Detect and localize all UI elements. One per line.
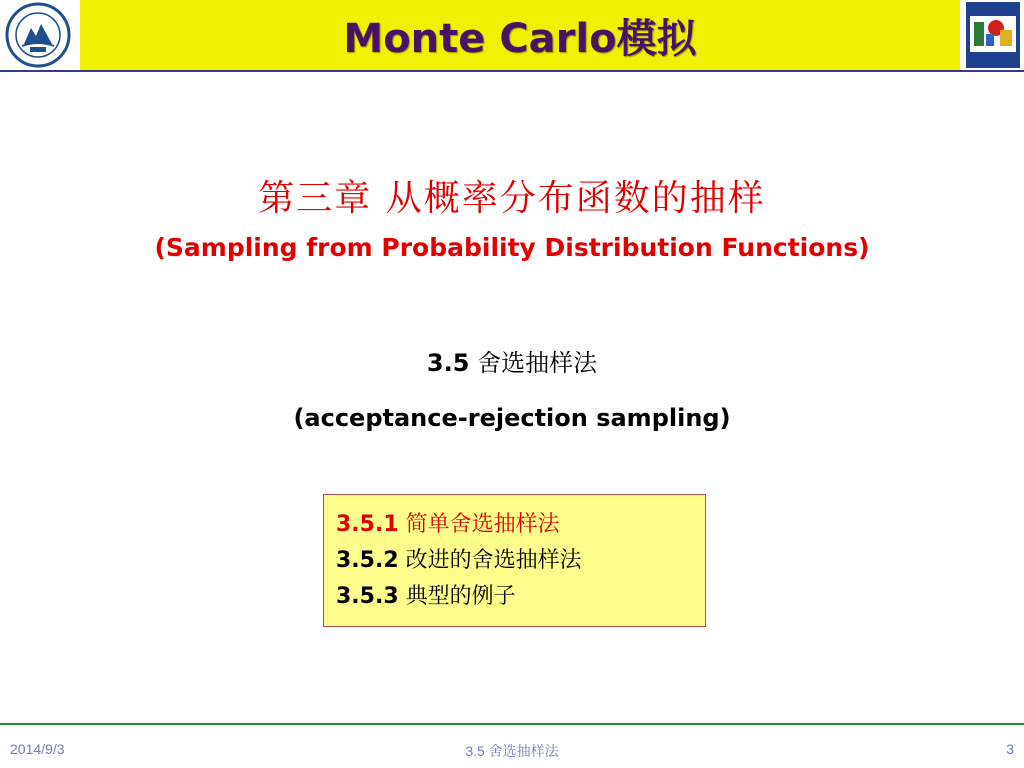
toc-item-label: 典型的例子 [405, 584, 516, 609]
footer-divider [0, 723, 1024, 725]
section-title [0, 343, 1024, 378]
toc-item-label: 简单舍选抽样法 [405, 512, 560, 537]
hepg-logo-icon [960, 0, 1024, 70]
toc-item-number: 3.5.1 [336, 512, 399, 537]
chapter-title: 第三章 从概率分布函数的抽样 [258, 178, 766, 219]
toc-item-number: 3.5.3 [336, 584, 399, 609]
toc-item[interactable] [336, 507, 705, 543]
page-title: Monte Carlo模拟 [343, 15, 697, 62]
table-of-contents [323, 494, 706, 627]
chapter-subtitle: (Sampling from Probability Distribution Functions) [154, 233, 870, 262]
slide-header [0, 0, 1024, 70]
toc-item-number: 3.5.2 [336, 548, 399, 573]
section-subtitle: (acceptance-rejection sampling) [293, 404, 731, 432]
university-seal-icon [0, 0, 80, 70]
header-divider [0, 70, 1024, 72]
section-number: 3.5 [426, 349, 470, 377]
toc-item-label: 改进的舍选抽样法 [405, 548, 582, 573]
footer-title: 3.5 舍选抽样法 [465, 743, 559, 759]
toc-item[interactable] [336, 543, 705, 579]
page-number: 3 [1006, 741, 1014, 757]
footer-date: 2014/9/3 [10, 741, 65, 757]
toc-item[interactable] [336, 579, 705, 615]
section-title-cn: 舍选抽样法 [477, 349, 598, 377]
